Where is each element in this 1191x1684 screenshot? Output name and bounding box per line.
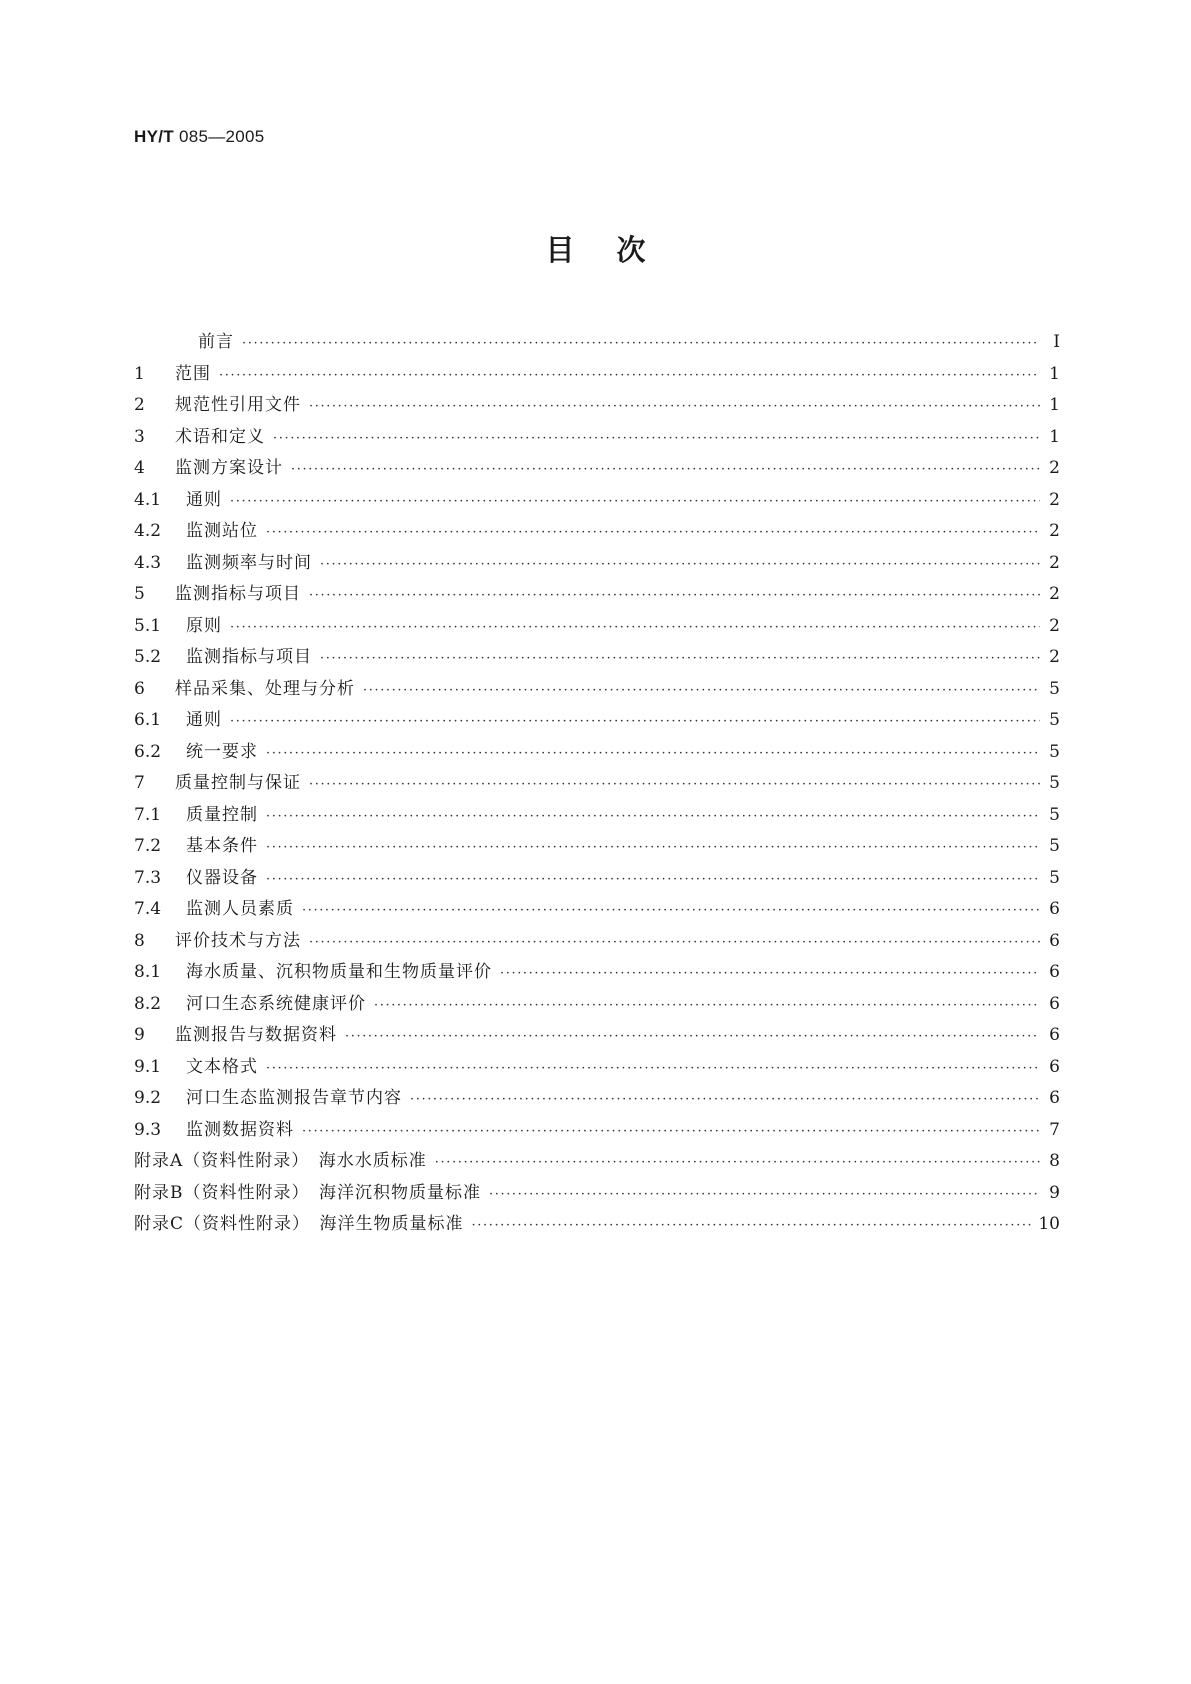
toc-entry-number: 4.3 xyxy=(134,552,162,573)
toc-entry-page: 2 xyxy=(1049,552,1060,573)
toc-entry[interactable] xyxy=(134,800,1060,832)
toc-entry-title: 样品采集、处理与分析 xyxy=(175,678,355,699)
toc-entry-title: 评价技术与方法 xyxy=(175,930,301,951)
toc-entry-title: 海水质量、沉积物质量和生物质量评价 xyxy=(186,962,492,982)
toc-dot-leader xyxy=(309,927,1040,959)
toc-entry-title: 质量控制与保证 xyxy=(175,773,301,793)
toc-entry[interactable] xyxy=(134,894,1060,926)
toc-entry-title: 仪器设备 xyxy=(186,867,258,888)
toc-entry-page: 6 xyxy=(1049,1056,1060,1077)
toc-entry-page: 9 xyxy=(1049,1182,1060,1203)
document-code xyxy=(134,127,265,147)
toc-entry[interactable] xyxy=(134,359,1060,391)
toc-dot-leader xyxy=(435,1147,1040,1179)
toc-entry-title: 规范性引用文件 xyxy=(175,395,301,415)
toc-entry-title: 通则 xyxy=(186,710,222,730)
toc-entry-title: 监测站位 xyxy=(186,521,258,541)
toc-dot-leader xyxy=(230,612,1040,644)
toc-entry-number: 7.1 xyxy=(134,804,162,825)
toc-dot-leader xyxy=(309,769,1040,801)
toc-entry-number: 4.1 xyxy=(134,489,162,510)
toc-entry-title: 附录B（资料性附录） 海洋沉积物质量标准 xyxy=(134,1182,481,1203)
toc-entry-title: 监测频率与时间 xyxy=(186,552,312,573)
toc-entry-page: 5 xyxy=(1049,773,1060,793)
toc-entry-number: 3 xyxy=(134,426,145,447)
toc-dot-leader xyxy=(363,675,1040,707)
toc-entry-page: 2 xyxy=(1049,647,1060,667)
toc-dot-leader xyxy=(266,517,1040,549)
toc-entry-number: 6 xyxy=(134,678,145,699)
toc-entry-number: 8.1 xyxy=(134,962,162,982)
toc-entry-page: 1 xyxy=(1049,426,1060,447)
toc-entry[interactable] xyxy=(134,1209,1060,1241)
toc-entry-title: 监测指标与项目 xyxy=(186,647,312,667)
toc-dot-leader xyxy=(489,1179,1040,1211)
toc-entry-page: 6 xyxy=(1049,1088,1060,1108)
toc-entry-title: 监测人员素质 xyxy=(186,899,294,919)
toc-entry-page: 1 xyxy=(1049,363,1060,384)
toc-entry[interactable] xyxy=(134,485,1060,517)
toc-entry-page: 5 xyxy=(1049,836,1060,856)
toc-entry-number: 2 xyxy=(134,395,145,415)
toc-entry-page: 5 xyxy=(1049,710,1060,730)
toc-entry-title: 监测方案设计 xyxy=(175,458,283,478)
toc-dot-leader xyxy=(500,958,1040,990)
toc-entry-title: 基本条件 xyxy=(186,836,258,856)
toc-dot-leader xyxy=(266,864,1040,896)
toc-entry-number: 9.1 xyxy=(134,1056,162,1077)
toc-dot-leader xyxy=(309,391,1040,423)
toc-entry-number: 7.4 xyxy=(134,899,162,919)
toc-dot-leader xyxy=(230,706,1040,738)
toc-entry-title: 附录A（资料性附录） 海水水质标准 xyxy=(134,1151,427,1171)
toc-entry-title: 范围 xyxy=(175,363,211,384)
toc-entry[interactable] xyxy=(134,642,1060,674)
toc-entry-page: 5 xyxy=(1049,678,1060,699)
toc-entry-page: 2 xyxy=(1049,615,1060,636)
toc-entry-number: 6.1 xyxy=(134,710,162,730)
toc-entry-number: 9 xyxy=(134,1025,145,1045)
toc-dot-leader xyxy=(320,643,1040,675)
toc-entry[interactable] xyxy=(134,705,1060,737)
toc-entry-page: 5 xyxy=(1049,867,1060,888)
toc-entry-number: 5.2 xyxy=(134,647,162,667)
toc-entry-page: 5 xyxy=(1049,804,1060,825)
toc-entry[interactable] xyxy=(134,989,1060,1021)
toc-entry-page: I xyxy=(1053,332,1060,352)
toc-dot-leader xyxy=(302,1116,1040,1148)
toc-entry[interactable] xyxy=(134,611,1060,643)
toc-entry-page: 5 xyxy=(1049,741,1060,762)
toc-entry-page: 1 xyxy=(1049,395,1060,415)
toc-dot-leader xyxy=(266,832,1040,864)
toc-dot-leader xyxy=(302,895,1040,927)
toc-entry-number: 4.2 xyxy=(134,521,162,541)
toc-entry-title: 前言 xyxy=(198,332,234,352)
toc-entry-page: 6 xyxy=(1049,962,1060,982)
toc-entry[interactable] xyxy=(134,831,1060,863)
toc-entry-page: 6 xyxy=(1049,1025,1060,1045)
toc-dot-leader xyxy=(309,580,1040,612)
toc-entry-page: 6 xyxy=(1049,930,1060,951)
toc-entry-number: 7 xyxy=(134,773,145,793)
toc-dot-leader xyxy=(219,360,1040,392)
toc-entry[interactable] xyxy=(134,674,1060,706)
toc-entry-title: 文本格式 xyxy=(186,1056,258,1077)
toc-entry-number: 8.2 xyxy=(134,993,162,1014)
toc-dot-leader xyxy=(266,1053,1040,1085)
toc-dot-leader xyxy=(266,738,1040,770)
toc-entry[interactable] xyxy=(134,1052,1060,1084)
toc-entry-page: 2 xyxy=(1049,458,1060,478)
toc-entry-number: 1 xyxy=(134,363,145,384)
toc-entry-title: 质量控制 xyxy=(186,804,258,825)
document-code-prefix: HY/T xyxy=(134,127,174,146)
toc-entry[interactable] xyxy=(134,1115,1060,1147)
toc-dot-leader xyxy=(273,423,1040,455)
toc-entry-title: 术语和定义 xyxy=(175,426,265,447)
toc-entry-page: 2 xyxy=(1049,584,1060,604)
toc-entry-title: 河口生态系统健康评价 xyxy=(186,993,366,1014)
toc-entry-number: 4 xyxy=(134,458,145,478)
toc-entry-title: 河口生态监测报告章节内容 xyxy=(186,1088,402,1108)
toc-entry[interactable] xyxy=(134,390,1060,422)
toc-dot-leader xyxy=(291,454,1040,486)
document-code-number: 085—2005 xyxy=(173,127,265,146)
toc-entry[interactable] xyxy=(134,1146,1060,1178)
toc-entry-number: 5.1 xyxy=(134,615,162,636)
toc-entry[interactable] xyxy=(134,768,1060,800)
toc-dot-leader xyxy=(410,1084,1040,1116)
toc-entry-title: 监测报告与数据资料 xyxy=(175,1025,337,1045)
toc-entry[interactable] xyxy=(134,1083,1060,1115)
toc-entry[interactable] xyxy=(134,1020,1060,1052)
toc-dot-leader xyxy=(374,990,1040,1022)
toc-entry-page: 6 xyxy=(1049,899,1060,919)
toc-entry[interactable] xyxy=(134,863,1060,895)
toc-dot-leader xyxy=(230,486,1040,518)
toc-title: 目次 xyxy=(545,233,688,267)
toc-entry[interactable] xyxy=(134,548,1060,580)
toc-entry-title: 监测指标与项目 xyxy=(175,584,301,604)
toc-entry[interactable] xyxy=(134,579,1060,611)
toc-entry-title: 附录C（资料性附录） 海洋生物质量标准 xyxy=(134,1214,464,1234)
toc-entry-number: 5 xyxy=(134,584,145,604)
toc-entry-page: 2 xyxy=(1049,489,1060,510)
toc-entry[interactable] xyxy=(134,926,1060,958)
toc-entry-number: 7.3 xyxy=(134,867,162,888)
toc-dot-leader xyxy=(242,328,1040,360)
toc-dot-leader xyxy=(266,801,1040,833)
toc-dot-leader xyxy=(472,1210,1033,1242)
toc-entry-page: 8 xyxy=(1049,1151,1060,1171)
toc-entry[interactable] xyxy=(134,327,1060,359)
toc-entry[interactable] xyxy=(134,957,1060,989)
toc-entry[interactable] xyxy=(134,453,1060,485)
toc-list xyxy=(134,327,1060,1241)
toc-dot-leader xyxy=(345,1021,1040,1053)
toc-entry-page: 7 xyxy=(1049,1119,1060,1140)
toc-entry-page: 10 xyxy=(1038,1214,1060,1234)
toc-dot-leader xyxy=(320,549,1040,581)
toc-entry-number: 9.3 xyxy=(134,1119,162,1140)
toc-entry-number: 9.2 xyxy=(134,1088,162,1108)
toc-entry[interactable] xyxy=(134,1178,1060,1210)
toc-entry-title: 原则 xyxy=(186,615,222,636)
toc-entry-title: 统一要求 xyxy=(186,741,258,762)
toc-entry-title: 通则 xyxy=(186,489,222,510)
toc-entry-page: 2 xyxy=(1049,521,1060,541)
toc-entry[interactable] xyxy=(134,422,1060,454)
toc-entry[interactable] xyxy=(134,516,1060,548)
toc-entry[interactable] xyxy=(134,737,1060,769)
toc-entry-title: 监测数据资料 xyxy=(186,1119,294,1140)
toc-entry-page: 6 xyxy=(1049,993,1060,1014)
toc-entry-number: 8 xyxy=(134,930,145,951)
toc-entry-number: 7.2 xyxy=(134,836,162,856)
toc-entry-number: 6.2 xyxy=(134,741,162,762)
